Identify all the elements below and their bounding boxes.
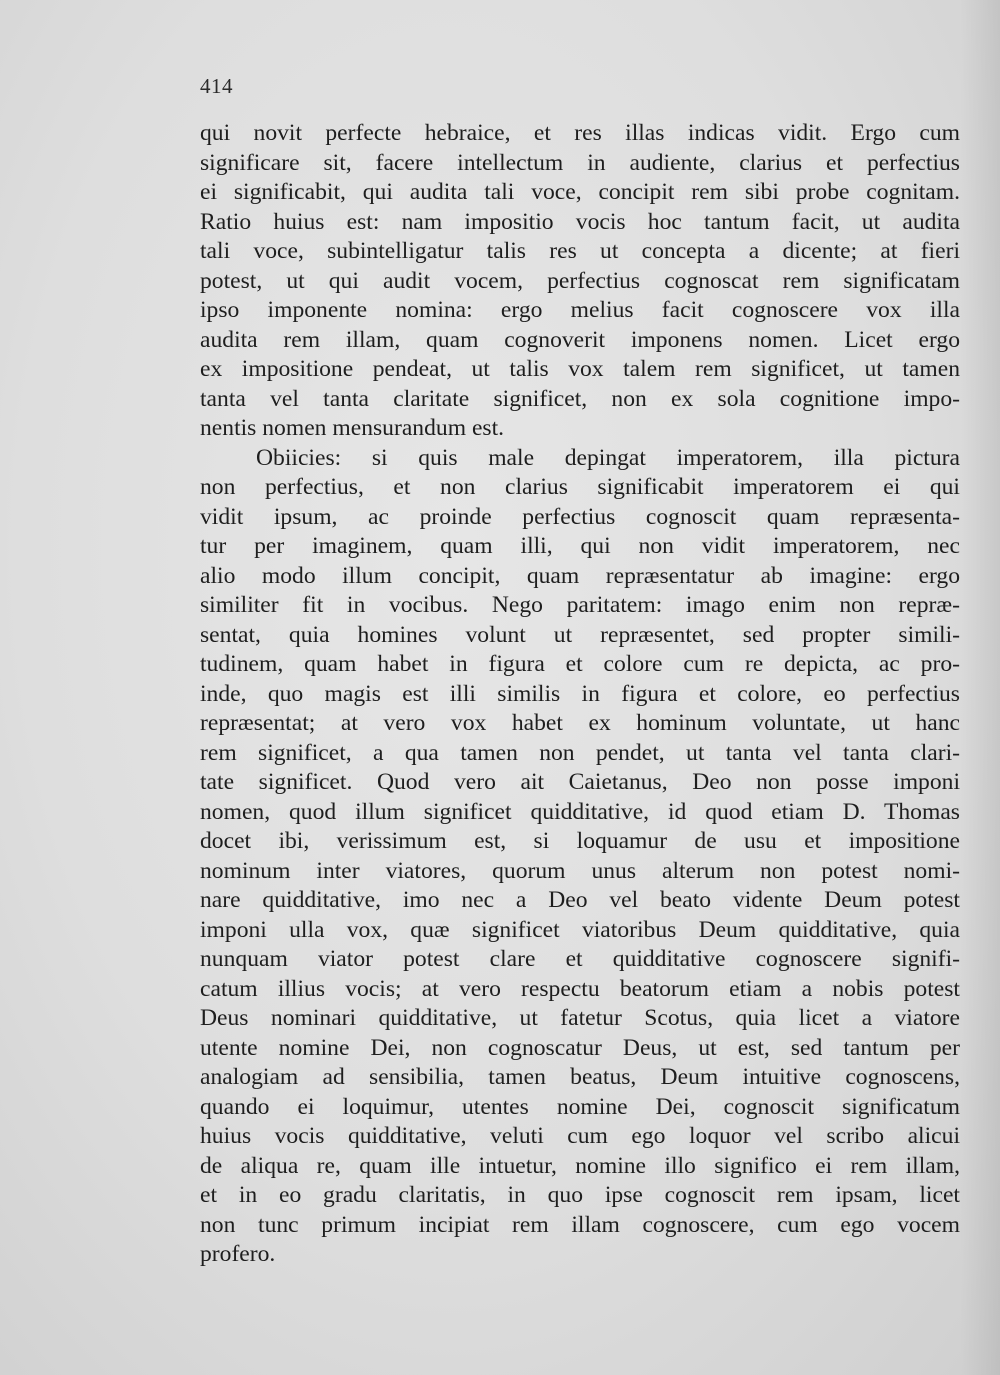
text-line: ipso imponente nomina: ergo melius facit cognoscere vox illa	[200, 297, 960, 323]
text-line: imponi ulla vox, quæ significet viatoribus Deum quidditative, quia	[200, 916, 960, 943]
text-line: non tunc primum incipiat rem illam cognoscere, cum ego vocem	[200, 1211, 960, 1238]
text-line: significare sit, facere intellectum in audiente, clarius et perfectius	[200, 149, 960, 176]
text-line: inde, quo magis est illi similis in figura et colore, eo perfectius	[200, 680, 960, 707]
text-line: nomen, quod illum significet quidditative, id quod etiam D. Thomas	[200, 798, 960, 825]
text-line: huius vocis quidditative, veluti cum ego loquor vel scribo alicui	[200, 1123, 960, 1149]
text-line: docet ibi, verissimum est, si loquamur de usu et impositione	[200, 828, 960, 854]
text-line: tudinem, quam habet in figura et colore cum re depicta, ac pro-	[200, 651, 960, 677]
text-line: sentat, quia homines volunt ut repræsentet, sed propter simili-	[200, 621, 960, 648]
text-line: ei significabit, qui audita tali voce, concipit rem sibi probe cognitam.	[200, 179, 960, 205]
text-line: tur per imaginem, quam illi, qui non vidit imperatorem, nec	[200, 533, 960, 559]
text-line: tanta vel tanta claritate significet, non ex sola cognitione impo-	[200, 385, 960, 412]
text-line: potest, ut qui audit vocem, perfectius cognoscat rem significatam	[200, 267, 960, 294]
text-line: vidit ipsum, ac proinde perfectius cognoscit quam repræsenta-	[200, 503, 960, 530]
text-line: analogiam ad sensibilia, tamen beatus, Deum intuitive cognoscens,	[200, 1064, 960, 1090]
text-line: tali voce, subintelligatur talis res ut concepta a dicente; at fieri	[200, 238, 960, 264]
paragraph-end-line: nentis nomen mensurandum est.	[200, 415, 505, 441]
text-line: nominum inter viatores, quorum unus alterum non potest nomi-	[200, 857, 960, 884]
page-edge-shadow	[960, 0, 1000, 1375]
text-line: Ratio huius est: nam impositio vocis hoc tantum facit, ut audita	[200, 208, 960, 235]
text-line: nunquam viator potest clare et quidditative cognoscere signifi-	[200, 946, 960, 972]
text-line: qui novit perfecte hebraice, et res illas indicas vidit. Ergo cum	[200, 120, 960, 146]
text-line: et in eo gradu claritatis, in quo ipse cognoscit rem ipsam, licet	[200, 1182, 960, 1208]
paragraph-start-line: Obiicies: si quis male depingat imperatorem, illa pictura	[256, 444, 960, 471]
text-line: Deus nominari quidditative, ut fatetur Scotus, quia licet a viatore	[200, 1005, 960, 1031]
text-line: audita rem illam, quam cognoverit imponens nomen. Licet ergo	[200, 326, 960, 353]
text-line: utente nomine Dei, non cognoscatur Deus, ut est, sed tantum per	[200, 1034, 960, 1061]
text-line: ex impositione pendeat, ut talis vox talem rem significet, ut tamen	[200, 356, 960, 382]
text-line: similiter fit in vocibus. Nego paritatem: imago enim non repræ-	[200, 592, 960, 618]
text-line: quando ei loquimur, utentes nomine Dei, cognoscit significatum	[200, 1093, 960, 1120]
text-line: de aliqua re, quam ille intuetur, nomine illo significo ei rem illam,	[200, 1152, 960, 1179]
text-line: rem significet, a qua tamen non pendet, ut tanta vel tanta clari-	[200, 739, 960, 766]
text-line: repræsentat; at vero vox habet ex hominum voluntate, ut hanc	[200, 710, 960, 736]
page-number: 414	[200, 74, 233, 98]
text-line: alio modo illum concipit, quam repræsentatur ab imagine: ergo	[200, 562, 960, 589]
text-line: catum illius vocis; at vero respectu beatorum etiam a nobis potest	[200, 975, 960, 1002]
text-line: nare quidditative, imo nec a Deo vel beato vidente Deum potest	[200, 887, 960, 913]
body-text	[200, 119, 960, 1270]
text-line: non perfectius, et non clarius significabit imperatorem ei qui	[200, 474, 960, 500]
paragraph-end-line: profero.	[200, 1241, 276, 1267]
text-line: tate significet. Quod vero ait Caietanus, Deo non posse imponi	[200, 769, 960, 795]
